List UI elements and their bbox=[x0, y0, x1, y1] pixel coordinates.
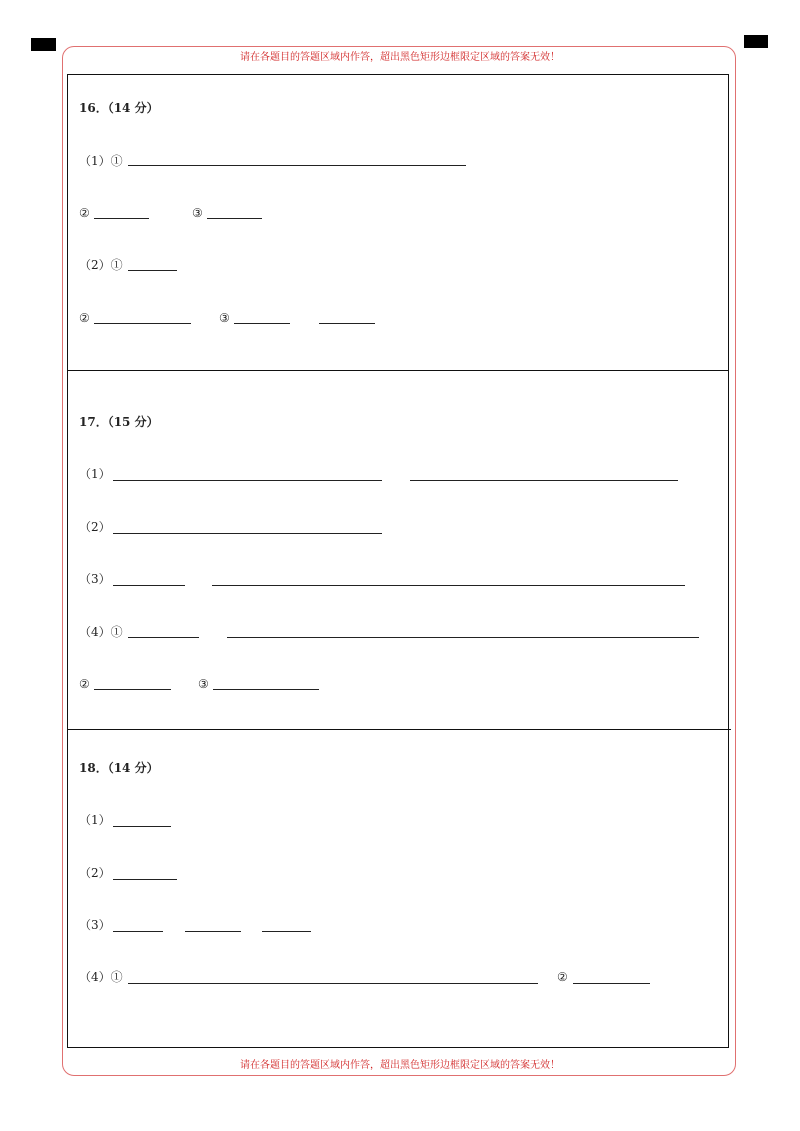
q17-part2-answer-line[interactable] bbox=[113, 533, 382, 534]
q16-part1-label: （1）① bbox=[79, 154, 123, 168]
q16-part1-answer-line-1[interactable] bbox=[128, 165, 466, 166]
q18-part3-answer-line-1[interactable] bbox=[113, 931, 163, 932]
q16-part2-answer-line-3[interactable] bbox=[234, 323, 290, 324]
q18-part2-label: （2） bbox=[79, 866, 111, 880]
q16-part2-answer-line-2[interactable] bbox=[94, 323, 191, 324]
q18-part3-answer-line-2[interactable] bbox=[185, 931, 241, 932]
q17-part1-label: （1） bbox=[79, 467, 111, 481]
q17-part4-answer-line-1[interactable] bbox=[128, 637, 199, 638]
q18-title: 18．（14 分） bbox=[79, 761, 159, 775]
q16-part2-label: （2）① bbox=[79, 258, 123, 272]
section-divider bbox=[67, 370, 729, 371]
q16-part2-circ2-label: ② bbox=[79, 311, 90, 325]
q16-part1-answer-line-3[interactable] bbox=[207, 218, 262, 219]
q17-part1-answer-line-2[interactable] bbox=[410, 480, 678, 481]
q17-part4-circ3-label: ③ bbox=[198, 677, 209, 691]
q17-part3-answer-line-1[interactable] bbox=[113, 585, 185, 586]
q18-part4-label: （4）① bbox=[79, 970, 123, 984]
q18-part1-answer-line[interactable] bbox=[113, 826, 171, 827]
q17-part4-answer-line-3[interactable] bbox=[94, 689, 171, 690]
q16-part2-circ3-label: ③ bbox=[219, 311, 230, 325]
q17-part4-circ2-label: ② bbox=[79, 677, 90, 691]
q17-part4-label: （4）① bbox=[79, 625, 123, 639]
q17-title: 17．（15 分） bbox=[79, 415, 159, 429]
registration-mark-right bbox=[744, 35, 768, 48]
q18-part4-answer-line-2[interactable] bbox=[573, 983, 650, 984]
q17-part4-answer-line-2[interactable] bbox=[227, 637, 699, 638]
q18-part2-answer-line[interactable] bbox=[113, 879, 177, 880]
q17-part2-label: （2） bbox=[79, 520, 111, 534]
registration-mark-left bbox=[31, 38, 56, 51]
q18-part1-label: （1） bbox=[79, 813, 111, 827]
q16-part1-circ2-label: ② bbox=[79, 206, 90, 220]
q18-part3-label: （3） bbox=[79, 918, 111, 932]
q16-title: 16．（14 分） bbox=[79, 101, 159, 115]
q16-part2-answer-line-1[interactable] bbox=[128, 270, 177, 271]
notice-bottom: 请在各题目的答题区域内作答，超出黑色矩形边框限定区域的答案无效！ bbox=[240, 1060, 560, 1071]
q17-part4-answer-line-4[interactable] bbox=[213, 689, 319, 690]
q17-part3-answer-line-2[interactable] bbox=[212, 585, 685, 586]
q17-part3-label: （3） bbox=[79, 572, 111, 586]
notice-top: 请在各题目的答题区域内作答，超出黑色矩形边框限定区域的答案无效！ bbox=[240, 52, 560, 63]
q18-part4-answer-line-1[interactable] bbox=[128, 983, 538, 984]
q16-part1-circ3-label: ③ bbox=[192, 206, 203, 220]
q18-part4-circ2-label: ② bbox=[557, 970, 568, 984]
q16-part2-answer-line-4[interactable] bbox=[319, 323, 375, 324]
section-divider bbox=[67, 729, 731, 730]
answer-box bbox=[67, 74, 729, 1048]
q18-part3-answer-line-3[interactable] bbox=[262, 931, 311, 932]
q17-part1-answer-line-1[interactable] bbox=[113, 480, 382, 481]
q16-part1-answer-line-2[interactable] bbox=[94, 218, 149, 219]
